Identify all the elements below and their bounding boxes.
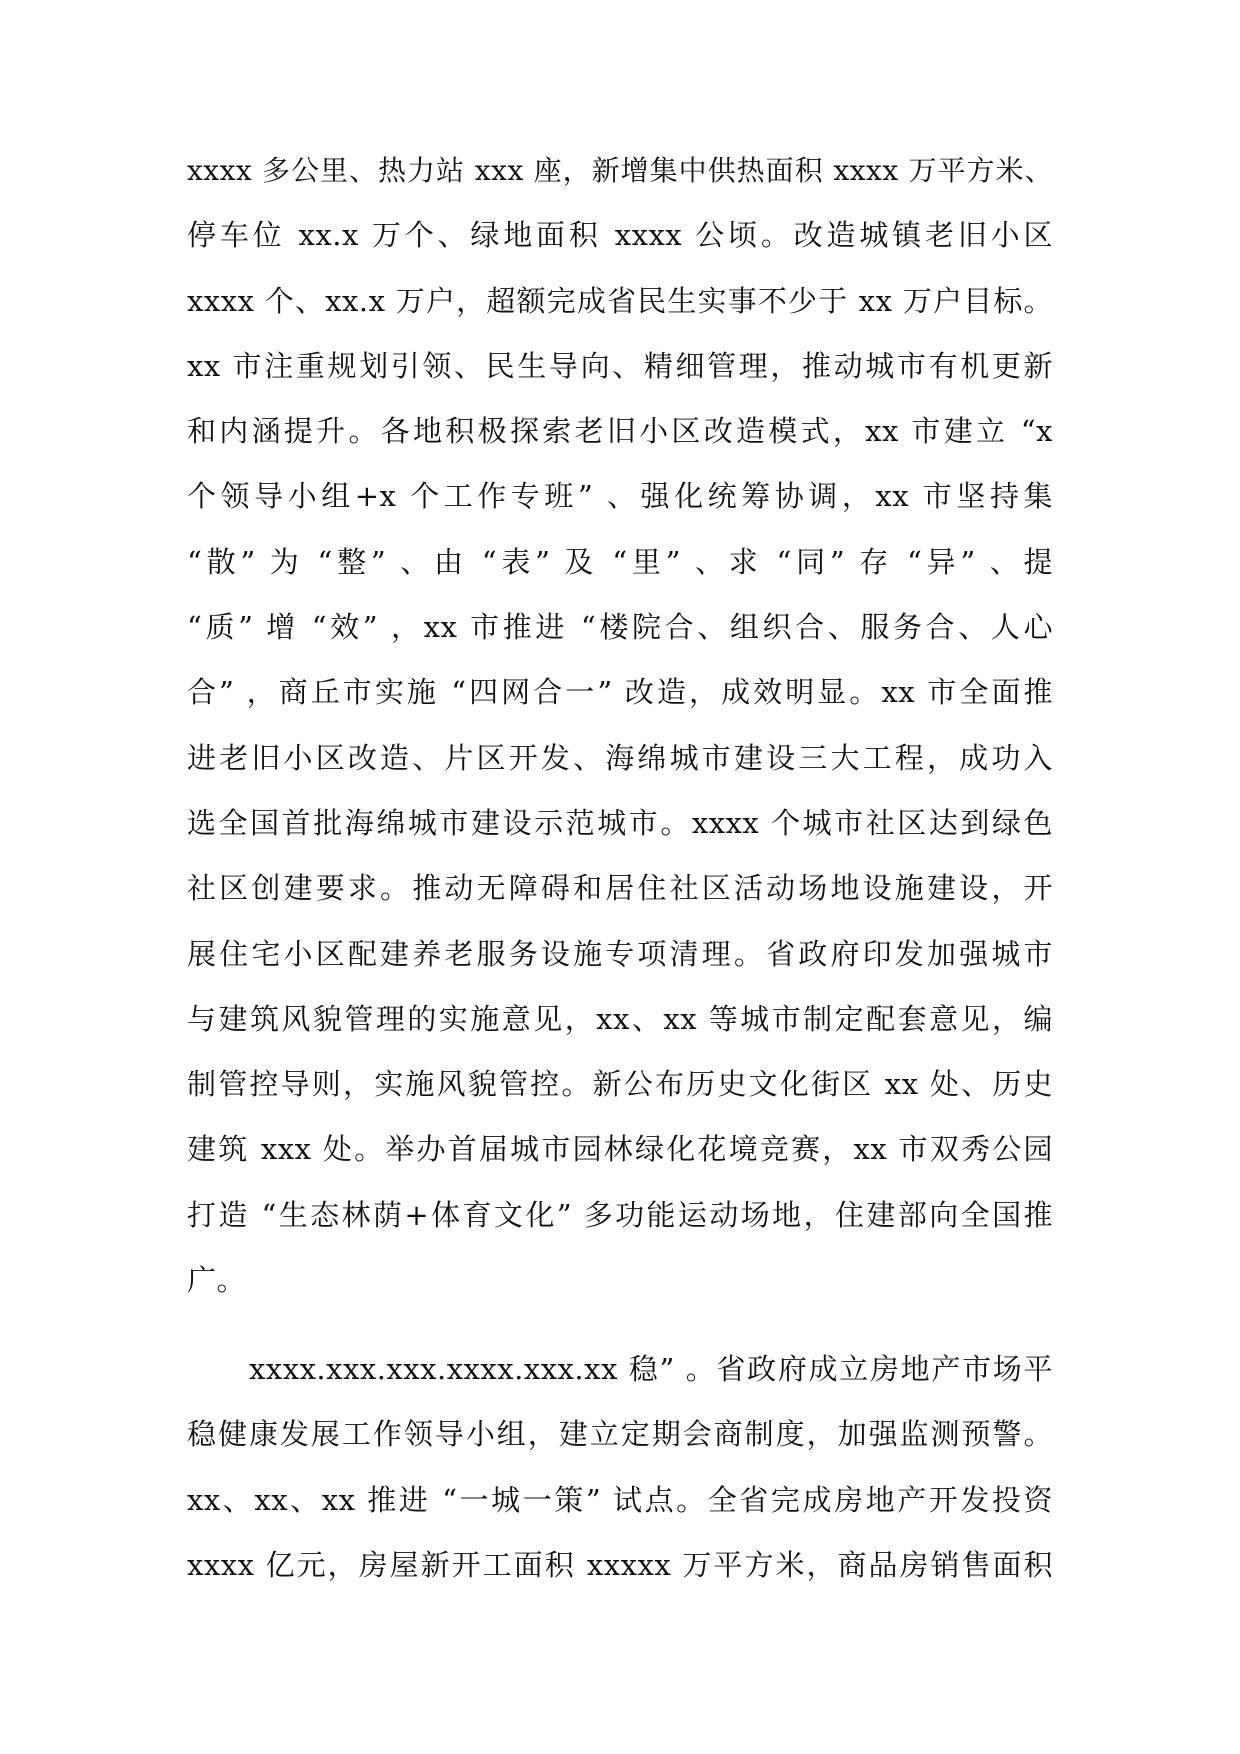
text-line: 停车位 xx.x 万个、绿地面积 xxxx 公顷。改造城镇老旧小区 xyxy=(187,218,1053,253)
text-line: 打造 “生态林荫+体育文化” 多功能运动场地，住建部向全国推 xyxy=(187,1197,1053,1232)
text-line: 与建筑风貌管理的实施意见，xx、xx 等城市制定配套意见，编 xyxy=(187,1001,1053,1036)
text-line-last: 广。 xyxy=(187,1263,247,1298)
paragraph-1 xyxy=(187,138,1053,1313)
text-line: xx 市注重规划引领、民生导向、精细管理，推动城市有机更新 xyxy=(187,348,1053,383)
text-line: 制管控导则，实施风貌管控。新公布历史文化街区 xx 处、历史 xyxy=(187,1067,1053,1102)
text-line: 合” ，商丘市实施 “四网合一” 改造，成效明显。xx 市全面推 xyxy=(187,675,1053,710)
text-line: 选全国首批海绵城市建设示范城市。xxxx 个城市社区达到绿色 xyxy=(187,805,1053,840)
text-line: xxxx 多公里、热力站 xxx 座，新增集中供热面积 xxxx 万平方米、 xyxy=(187,154,1053,187)
text-line: 进老旧小区改造、片区开发、海绵城市建设三大工程，成功入 xyxy=(187,740,1053,775)
text-line: xxxx 个、xx.x 万户，超额完成省民生实事不少于 xx 万户目标。 xyxy=(187,283,1053,318)
text-line: 社区创建要求。推动无障碍和居住社区活动场地设施建设，开 xyxy=(187,871,1053,906)
text-line: 稳健康发展工作领导小组，建立定期会商制度，加强监测预警。 xyxy=(187,1417,1053,1452)
text-line: “质” 增 “效” ，xx 市推进 “楼院合、组织合、服务合、人心 xyxy=(187,610,1053,645)
text-line: xx、xx、xx 推进 “一城一策” 试点。全省完成房地产开发投资 xyxy=(187,1482,1053,1517)
text-line: 个领导小组+x 个工作专班” 、强化统筹协调，xx 市坚持集 xyxy=(187,479,1053,514)
text-line-indented: xxxx.xxx.xxx.xxxx.xxx.xx 稳” 。省政府成立房地产市场平 xyxy=(249,1352,1053,1386)
paragraph-2 xyxy=(187,1337,1053,1598)
text-line: xxxx 亿元，房屋新开工面积 xxxxx 万平方米，商品房销售面积 xyxy=(187,1547,1053,1582)
text-line: 展住宅小区配建养老服务设施专项清理。省政府印发加强城市 xyxy=(187,936,1053,971)
text-line: 建筑 xxx 处。举办首届城市园林绿化花境竞赛，xx 市双秀公园 xyxy=(187,1132,1053,1167)
text-line: “散” 为 “整” 、由 “表” 及 “里” 、求 “同” 存 “异” 、提 xyxy=(187,544,1053,579)
text-line: 和内涵提升。各地积极探索老旧小区改造模式，xx 市建立 “x xyxy=(187,414,1053,449)
